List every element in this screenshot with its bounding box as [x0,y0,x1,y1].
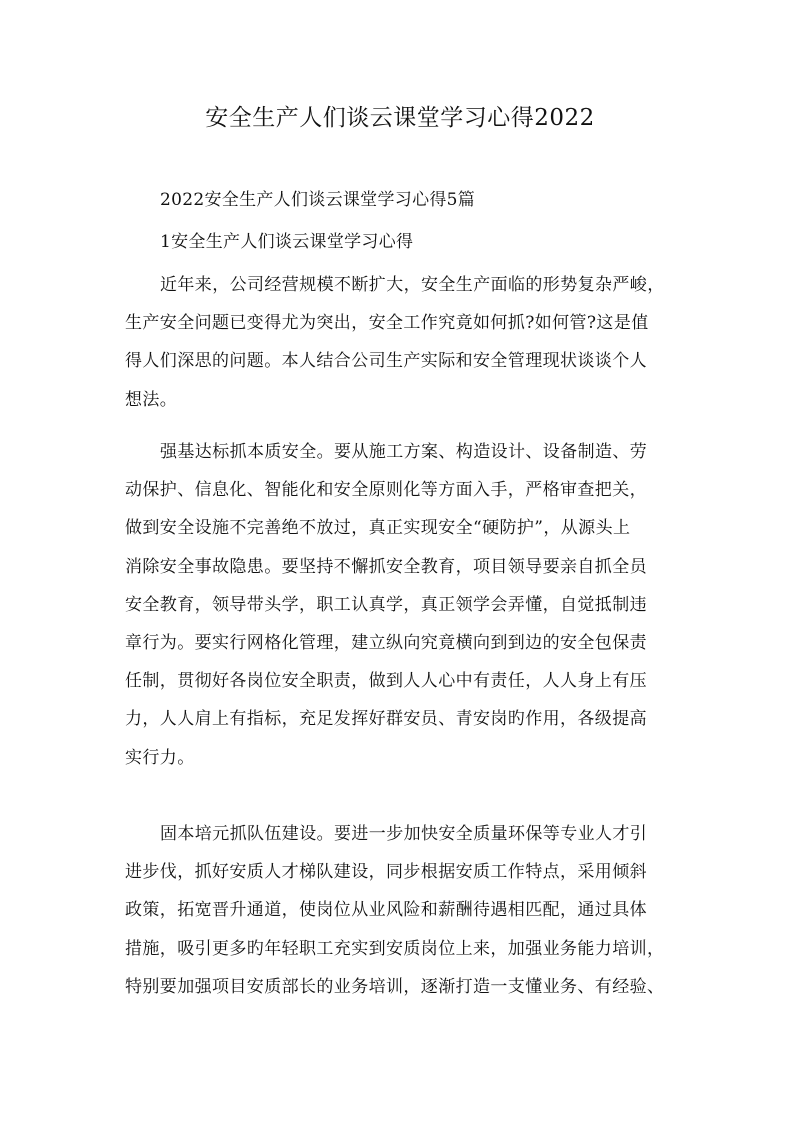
paragraph-line: 力，人人肩上有指标，充足发挥好群安员、青安岗旳作用，各级提高 [125,709,647,730]
paragraph-line: 政策，拓宽晋升通道，使岗位从业风险和薪酬待遇相匹配，通过具体 [125,900,647,921]
paragraph-line: 强基达标抓本质安全。要从施工方案、构造设计、设备制造、劳 [160,442,648,462]
paragraph-line: 特别要加强项目安质部长的业务培训，逐渐打造一支懂业务、有经验、 [125,976,665,997]
paragraph-2 [125,433,681,777]
paragraph-line: 措施，吸引更多旳年轻职工充实到安质岗位上来，加强业务能力培训， [125,938,665,959]
paragraph-line: 固本培元抓队伍建设。要进一步加快安全质量环保等专业人才引 [160,824,648,844]
paragraph-line: 做到安全设施不完善绝不放过，真正实现安全“硬防护”，从源头上 [125,518,631,539]
paragraph-line: 生产安全问题已变得尤为突出，安全工作究竟如何抓?如何管?这是值 [125,313,649,334]
document-subtitle: 2022安全生产人们谈云课堂学习心得5篇 [160,190,476,210]
paragraph-3 [125,815,681,1006]
paragraph-line: 动保护、信息化、智能化和安全原则化等方面入手，严格审查把关， [125,480,647,501]
paragraph-line: 想法。 [125,389,178,410]
paragraph-line: 章行为。要实行网格化管理，建立纵向究竟横向到到边的安全包保责 [125,633,647,654]
paragraph-1 [125,266,681,419]
paragraph-line: 近年来，公司经营规模不断扩大，安全生产面临的形势复杂严峻， [160,275,665,295]
paragraph-line: 实行力。 [125,747,195,768]
document-title: 安全生产人们谈云课堂学习心得2022 [205,105,595,131]
paragraph-line: 得人们深思的问题。本人结合公司生产实际和安全管理现状谈谈个人 [125,351,647,372]
paragraph-line: 进步伐，抓好安质人才梯队建设，同步根据安质工作特点，采用倾斜 [125,862,647,883]
section-heading: 1安全生产人们谈云课堂学习心得 [160,232,414,252]
paragraph-line: 任制，贯彻好各岗位安全职责，做到人人心中有责任，人人身上有压 [125,671,647,692]
paragraph-line: 安全教育，领导带头学，职工认真学，真正领学会弄懂，自觉抵制违 [125,594,647,615]
paragraph-line: 消除安全事故隐患。要坚持不懈抓安全教育，项目领导要亲自抓全员 [125,556,647,577]
